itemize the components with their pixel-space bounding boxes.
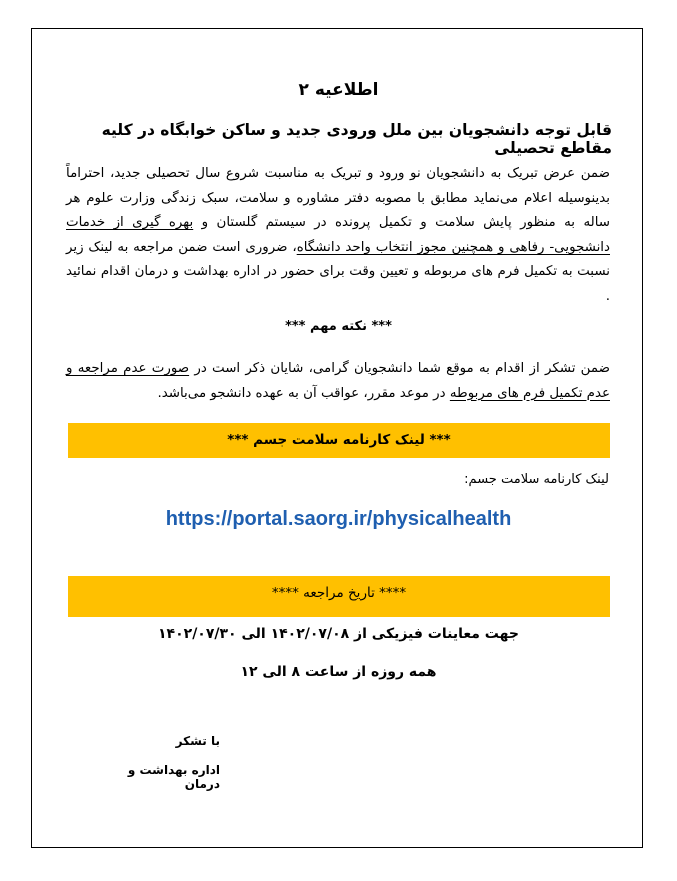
health-link-label: لینک کارنامه سلامت جسم: — [464, 472, 609, 487]
intro-text-start: ضمن عرض تبریک به دانشجویان نو ورود و تبریک به مناسبت شروع سال تحصیلی جدید، احتراماً بدینوسیله اعلام می‌نماید مطابق با مصوبه دفتر مشاوره و سلامت، سبک زندگی وزارت علوم هر ساله به منظور پایش سلامت و تکمیل پرونده در سیستم گلستان و — [66, 166, 611, 231]
important-note-heading: *** نکته مهم *** — [285, 319, 392, 334]
warning-text-start: ضمن تشکر از اقدام به موقع شما دانشجویان گرامی، شایان ذکر است در — [189, 361, 610, 376]
intro-underlined-text: بهره گیری از خدمات دانشجویی- رفاهی و همچنین مجوز انتخاب واحد دانشگاه — [66, 215, 610, 255]
signature-office: اداره بهداشت و درمان — [127, 763, 220, 791]
warning-underlined-text: صورت عدم مراجعه و عدم تکمیل فرم های مربوطه — [66, 361, 610, 401]
visit-date-band: **** تاریخ مراجعه **** — [68, 576, 610, 617]
health-link-band: *** لینک کارنامه سلامت جسم *** — [68, 423, 610, 458]
notice-subtitle: قابل توجه دانشجویان بین ملل ورودی جدید و ساکن خوابگاه در کلیه مقاطع تحصیلی — [101, 121, 612, 157]
intro-text-end: ، ضروری است ضمن مراجعه به لینک زیر نسبت به تکمیل فرم های مربوطه و تعیین وقت برای حضور در اداره بهداشت و درمان اقدام نمائید . — [66, 239, 610, 304]
warning-paragraph — [66, 357, 610, 406]
intro-paragraph — [66, 162, 610, 310]
notice-title: اطلاعیه ۲ — [298, 80, 379, 100]
visit-hours: همه روزه از ساعت ۸ الی ۱۲ — [240, 664, 437, 680]
health-portal-link[interactable]: https://portal.saorg.ir/physicalhealth — [165, 508, 512, 530]
signature-thanks: با تشکر — [175, 734, 220, 748]
warning-text-end: در موعد مقرر، عواقب آن به عهده دانشجو می‌باشد. — [157, 385, 450, 401]
exam-date-range: جهت معاینات فیزیکی از ۱۴۰۲/۰۷/۰۸ الی ۱۴۰۲/۰۷/۳۰ — [158, 626, 519, 642]
